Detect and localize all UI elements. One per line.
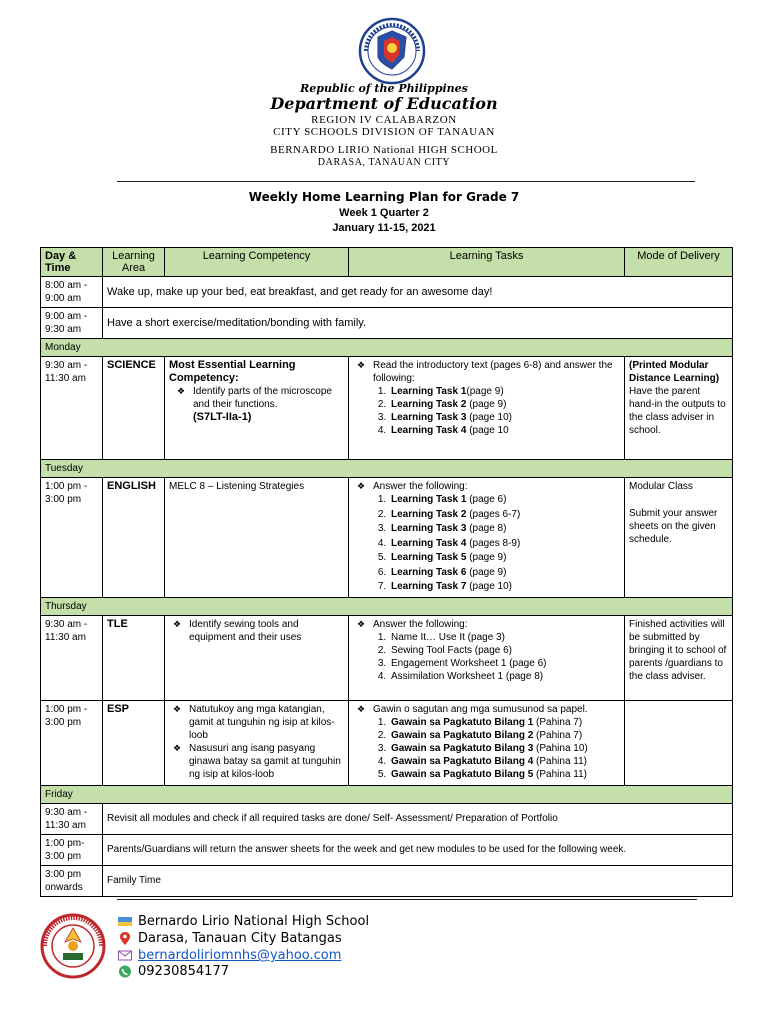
plan-week: Week 1 Quarter 2 — [339, 207, 429, 219]
day-label: Monday — [41, 339, 733, 357]
learning-tasks — [349, 615, 625, 700]
learning-competency — [165, 615, 349, 700]
plan-dates: January 11-15, 2021 — [332, 222, 436, 234]
table-row — [41, 357, 733, 460]
row-time: 8:00 am - 9:00 am — [41, 277, 103, 308]
deped-seal-icon — [358, 17, 426, 85]
learning-competency — [165, 700, 349, 785]
envelope-icon — [118, 949, 132, 962]
day-row-monday — [41, 339, 733, 357]
list-item: 3. Learning Task 3 (page 10) — [389, 411, 620, 424]
row-time: 3:00 pm onwards — [41, 865, 103, 896]
table-row — [41, 277, 733, 308]
learning-competency: MELC 8 – Listening Strategies — [165, 478, 349, 598]
header-learning-area: Learning Area — [103, 248, 165, 277]
learning-area: ENGLISH — [103, 478, 165, 598]
row-time: 1:00 pm - 3:00 pm — [41, 700, 103, 785]
day-label: Thursday — [41, 597, 733, 615]
table-row — [41, 803, 733, 834]
list-item: 2. Learning Task 2 (pages 6-7) — [389, 508, 620, 523]
day-label: Tuesday — [41, 460, 733, 478]
row-time: 9:30 am - 11:30 am — [41, 357, 103, 460]
list-item: 3. Gawain sa Pagkatuto Bilang 3 (Pahina 10) — [389, 742, 620, 755]
row-activity: Have a short exercise/meditation/bonding with family. — [103, 308, 733, 339]
list-item: 2. Learning Task 2 (page 9) — [389, 398, 620, 411]
location-pin-icon — [118, 932, 132, 945]
learning-area: TLE — [103, 615, 165, 700]
footer-school: Bernardo Lirio National High School — [118, 914, 369, 929]
mode-of-delivery — [625, 700, 733, 785]
learning-tasks — [349, 478, 625, 598]
footer-address: Darasa, Tanauan City Batangas — [118, 931, 342, 946]
competency-item: ❖ Natutukoy ang mga katangian, gamit at tunguhin ng isip at kilos-loob — [173, 703, 344, 742]
learning-area: SCIENCE — [103, 357, 165, 460]
row-time: 1:00 pm- 3:00 pm — [41, 834, 103, 865]
list-item: 1. Gawain sa Pagkatuto Bilang 1 (Pahina 7) — [389, 716, 620, 729]
day-row-tuesday — [41, 460, 733, 478]
row-activity: Revisit all modules and check if all required tasks are done/ Self- Assessment/ Preparation of Portfolio — [103, 803, 733, 834]
list-item: 3. Engagement Worksheet 1 (page 6) — [389, 657, 620, 670]
row-activity: Family Time — [103, 865, 733, 896]
competency-title: Most Essential Learning Competency: — [169, 359, 296, 384]
table-header-row — [41, 248, 733, 277]
list-item: 2. Sewing Tool Facts (page 6) — [389, 644, 620, 657]
department-name: Department of Education — [270, 94, 498, 113]
row-time: 9:30 am - 11:30 am — [41, 615, 103, 700]
table-row — [41, 834, 733, 865]
list-item: 1. Name It… Use It (page 3) — [389, 631, 620, 644]
location-line: DARASA, TANAUAN CITY — [317, 157, 451, 168]
delivery-title: Modular Class — [629, 481, 693, 492]
table-row — [41, 615, 733, 700]
delivery-text: Submit your answer sheets on the given schedule. — [629, 508, 718, 545]
list-item: 6. Learning Task 6 (page 9) — [389, 566, 620, 581]
learning-competency — [165, 357, 349, 460]
list-item: 4. Learning Task 4 (page 10 — [389, 424, 620, 437]
header-mode-of-delivery: Mode of Delivery — [625, 248, 733, 277]
learning-tasks — [349, 357, 625, 460]
row-activity: Wake up, make up your bed, eat breakfast, and get ready for an awesome day! — [103, 277, 733, 308]
mode-of-delivery: Finished activities will be submitted by bringing it to school of parents /guardians to the class adviser. — [625, 615, 733, 700]
footer-rule — [117, 899, 697, 900]
task-intro: ❖ Answer the following: — [357, 480, 620, 493]
table-row — [41, 478, 733, 598]
header-rule — [117, 181, 695, 182]
delivery-title: (Printed Modular Distance Learning) — [629, 360, 720, 384]
mode-of-delivery — [625, 357, 733, 460]
competency-item: ❖ Identify parts of the microscope and their functions. — [177, 385, 344, 411]
row-time: 9:00 am - 9:30 am — [41, 308, 103, 339]
header-learning-tasks: Learning Tasks — [349, 248, 625, 277]
division-line: CITY SCHOOLS DIVISION OF TANAUAN — [273, 126, 495, 138]
row-time: 9:30 am - 11:30 am — [41, 803, 103, 834]
flag-icon — [118, 915, 132, 928]
delivery-text: Have the parent hand-in the outputs to the class adviser in school. — [629, 386, 726, 436]
table-row — [41, 308, 733, 339]
list-item: 2. Gawain sa Pagkatuto Bilang 2 (Pahina 7) — [389, 729, 620, 742]
list-item: 4. Assimilation Worksheet 1 (page 8) — [389, 670, 620, 683]
row-activity: Parents/Guardians will return the answer sheets for the week and get new modules to be used for the following week. — [103, 834, 733, 865]
list-item: 7. Learning Task 7 (page 10) — [389, 580, 620, 595]
list-item: 4. Learning Task 4 (pages 8-9) — [389, 537, 620, 552]
republic-line: Republic of the Philippines — [300, 82, 468, 95]
day-row-friday — [41, 785, 733, 803]
header-day-time: Day & Time — [41, 248, 103, 277]
competency-item: ❖ Nasusuri ang isang pasyang ginawa batay sa gamit at tunguhin ng isip at kilos-loob — [173, 742, 344, 781]
learning-plan-table — [40, 247, 733, 897]
school-logo-icon — [40, 913, 106, 979]
row-time: 1:00 pm - 3:00 pm — [41, 478, 103, 598]
list-item: 3. Learning Task 3 (page 8) — [389, 522, 620, 537]
school-line: BERNARDO LIRIO National HIGH SCHOOL — [270, 144, 498, 156]
table-row — [41, 700, 733, 785]
learning-tasks — [349, 700, 625, 785]
footer-email — [118, 948, 341, 963]
day-row-thursday — [41, 597, 733, 615]
learning-area: ESP — [103, 700, 165, 785]
region-line: REGION IV CALABARZON — [311, 114, 457, 126]
header-learning-competency: Learning Competency — [165, 248, 349, 277]
day-label: Friday — [41, 785, 733, 803]
competency-item: ❖ Identify sewing tools and equipment and their uses — [173, 618, 344, 644]
list-item: 1. Learning Task 1 (page 6) — [389, 493, 620, 508]
competency-code: (S7LT-IIa-1) — [193, 411, 252, 423]
footer-phone: 09230854177 — [118, 964, 229, 979]
list-item: 5. Learning Task 5 (page 9) — [389, 551, 620, 566]
phone-icon — [118, 965, 132, 978]
list-item: 5. Gawain sa Pagkatuto Bilang 5 (Pahina 11) — [389, 768, 620, 781]
list-item: 1. Learning Task 1(page 9) — [389, 385, 620, 398]
mode-of-delivery — [625, 478, 733, 598]
table-row — [41, 865, 733, 896]
plan-title: Weekly Home Learning Plan for Grade 7 — [248, 190, 520, 204]
task-intro: ❖ Read the introductory text (pages 6-8) and answer the following: — [357, 359, 620, 385]
task-intro: ❖ Gawin o sagutan ang mga sumusunod sa papel. — [357, 703, 620, 716]
list-item: 4. Gawain sa Pagkatuto Bilang 4 (Pahina 11) — [389, 755, 620, 768]
task-intro: ❖ Answer the following: — [357, 618, 620, 631]
email-link[interactable]: bernardoliriomnhs@yahoo.com — [138, 948, 342, 963]
